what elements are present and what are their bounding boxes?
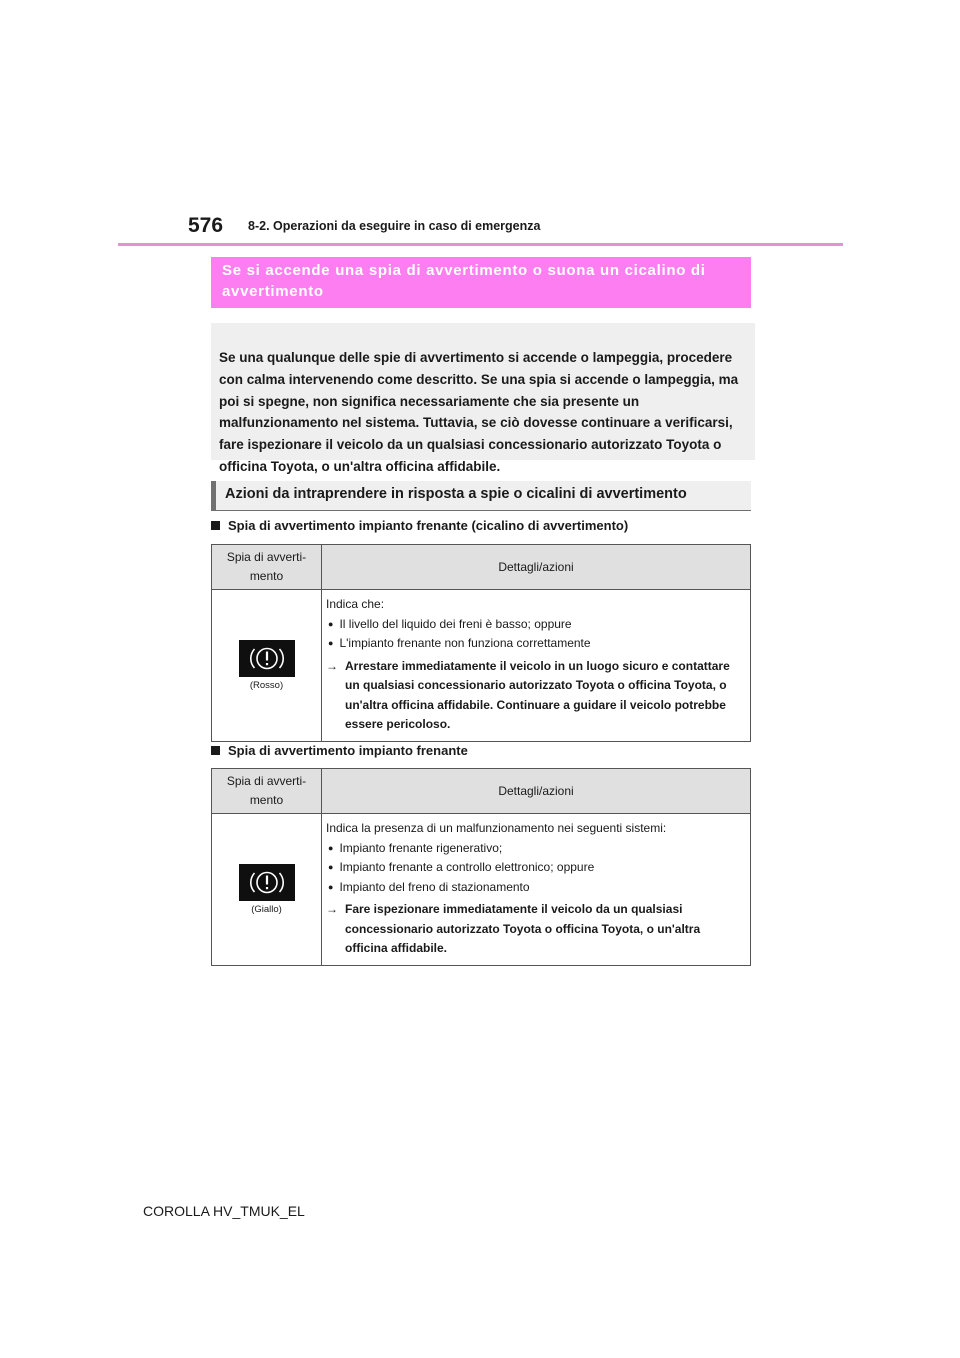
footer-model-code: COROLLA HV_TMUK_EL: [143, 1203, 305, 1219]
table-row: [212, 590, 751, 742]
header-cell-details: Dettagli/azioni: [322, 545, 751, 590]
details-cell: [322, 590, 751, 742]
table-row: [212, 814, 751, 966]
item-heading-text: Spia di avvertimento impianto frenante (cicalino di avvertimento): [228, 518, 629, 533]
action-text: [326, 900, 744, 959]
intro-text: Se una qualunque delle spie di avvertimento si accende o lampeggia, procedere con calma intervenendo come descritto. Se una spia si accende o lampeggia, ma poi si spegne, non significa necessariamente che sia presente un malfunzionamento nel sistema. Tuttavia, se ciò dovesse continuare a verificarsi, fare ispezionare il veicolo da un qualsiasi concessionario autorizzato Toyota o officina Toyota, o un'altra officina affidabile.: [219, 350, 739, 474]
lamp-color-label: (Giallo): [251, 903, 282, 915]
intro-box: [211, 323, 755, 474]
list-item: ● L'impianto frenante non funziona correttamente: [326, 634, 744, 654]
section-title-banner: [211, 257, 751, 308]
item-heading: [211, 518, 628, 533]
item-heading-text: Spia di avvertimento impianto frenante: [228, 743, 468, 758]
details-intro: Indica che:: [326, 597, 385, 611]
table-header-row: [212, 769, 751, 814]
page-number: 576: [188, 214, 224, 237]
arrow-icon: →: [326, 658, 338, 673]
warning-table: [211, 544, 751, 742]
square-bullet-icon: [211, 521, 220, 530]
arrow-icon: →: [326, 902, 338, 916]
header-cell-lamp: Spia di avverti-mento: [212, 769, 322, 814]
table-header-row: [212, 545, 751, 590]
list-item: ● Impianto frenante rigenerativo;: [326, 839, 744, 859]
details-cell: [322, 814, 751, 966]
section-title: Se si accende una spia di avvertimento o suona un cicalino di avvertimento: [222, 262, 706, 300]
header-cell-lamp: Spia di avverti-mento: [212, 545, 322, 590]
list-item: ● Il livello del liquido dei freni è basso; oppure: [326, 615, 744, 635]
action-instruction: Arrestare immediatamente il veicolo in un luogo sicuro e contattare un qualsiasi concessionario autorizzato Toyota o officina Toyota, o un'altra officina affidabile. Continuare a guidare il veicolo potrebbe essere pericoloso.: [345, 658, 730, 731]
item-heading: [211, 743, 468, 758]
lamp-cell: [212, 590, 322, 742]
subsection-header: [211, 481, 751, 511]
lamp-cell: [212, 814, 322, 966]
square-bullet-icon: [211, 746, 220, 755]
breadcrumb: 8-2. Operazioni da eseguire in caso di emergenza: [248, 219, 541, 233]
list-item: ● Impianto del freno di stazionamento: [326, 878, 744, 898]
action-instruction: Fare ispezionare immediatamente il veicolo da un qualsiasi concessionario autorizzato Toyota o officina Toyota, o un'altra officina affidabile.: [345, 902, 701, 955]
list-item: ● Impianto frenante a controllo elettronico; oppure: [326, 858, 744, 878]
subsection-title: Azioni da intraprendere in risposta a spie o cicalini di avvertimento: [225, 486, 687, 502]
header-divider: [118, 243, 843, 246]
details-intro: Indica la presenza di un malfunzionamento nei seguenti sistemi:: [326, 821, 667, 835]
warning-table: [211, 768, 751, 966]
header-cell-details: Dettagli/azioni: [322, 769, 751, 814]
brake-warning-icon: [239, 864, 295, 901]
lamp-color-label: (Rosso): [249, 679, 284, 691]
brake-warning-icon: [239, 640, 295, 677]
action-text: [326, 657, 744, 735]
